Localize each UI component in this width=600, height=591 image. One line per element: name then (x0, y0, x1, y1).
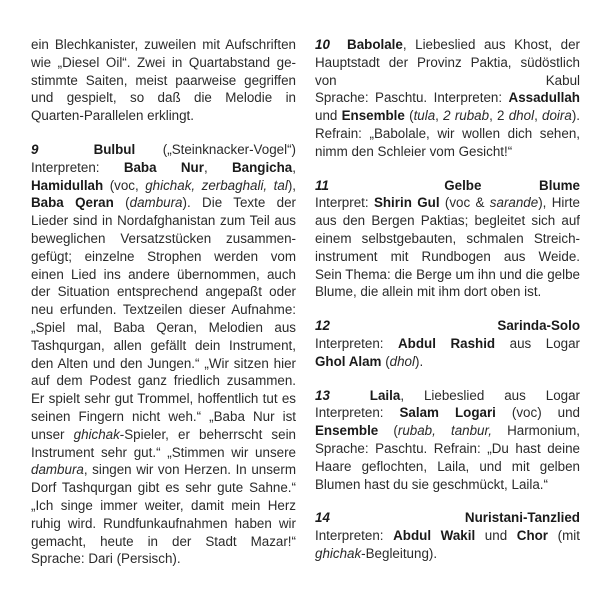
text-line (31, 212, 296, 230)
bold-text: Bangicha (231, 159, 293, 175)
text-run: (mit (548, 528, 580, 544)
text-run: auf dem Podest ganz friedlich zusammen. (31, 373, 296, 389)
track-number: 9 (31, 141, 39, 157)
text-line (31, 194, 296, 212)
text-line (315, 404, 580, 422)
bold-text: Abdul Wakil (393, 528, 476, 544)
text-line (315, 54, 580, 72)
bold-text: Ensemble (315, 423, 379, 439)
text-line (315, 248, 580, 266)
text-run: („Steinknacker-Vogel“) (135, 141, 296, 157)
italic-text: ghichak (315, 545, 362, 561)
text-run: ein Blechkanister, zuweilen mit Aufschriften (31, 37, 296, 52)
text-run: den Alten und den Jungen.“ „Wir sitzen hier (31, 355, 296, 371)
text-run: Interpreten: (31, 159, 124, 175)
text-line (31, 444, 296, 462)
bold-text: Gelbe Blume (444, 177, 580, 193)
text-run: Sprache: Paschtu. Refrain: „Du hast deine (315, 440, 580, 456)
text-run: „Spiel mal, Baba Qeran, Melodien aus (31, 319, 296, 335)
text-run: Blume, die allein mit ihm dort oben ist. (315, 284, 542, 300)
text-run: seinen Fingern nicht weh.“ „Baba Nur ist (31, 408, 296, 424)
bold-text: Hamidullah (31, 177, 104, 193)
bold-text: Ghol Alam (315, 353, 382, 369)
track-number: 14 (315, 510, 330, 526)
italic-text: dambura (129, 195, 183, 211)
track-entry (315, 509, 580, 562)
text-line (315, 89, 580, 107)
track-number: 12 (315, 318, 330, 334)
text-run: -Begleitung). (361, 545, 438, 561)
track-entry (31, 141, 296, 568)
bold-text: Babolale (347, 37, 403, 52)
bold-text: Baba Qeran (31, 195, 114, 211)
text-run: , singen wir von Herzen. In unserm (83, 462, 296, 478)
italic-text: rubab, tanbur, (397, 423, 492, 439)
text-line (31, 533, 296, 551)
text-line (31, 550, 296, 568)
track-number: 11 (315, 177, 329, 193)
text-run (38, 142, 93, 157)
text-line (315, 36, 580, 54)
text-run: und (475, 528, 517, 544)
text-line (315, 107, 580, 125)
text-run: ( (113, 195, 130, 211)
text-run: Lieder sind in Nordafghanistan zum Teil aus (31, 213, 296, 229)
text-run: Interpreten: (315, 528, 394, 544)
text-run: Hauptstadt der Provinz Paktia, südöstlich (315, 54, 580, 70)
text-run: gefügt; einzelne Strophen werden vom (31, 248, 296, 264)
text-run: Instrument sehr gut.“ „Stimmen wir unsere (31, 444, 296, 460)
italic-text: 2 rubab (443, 108, 490, 124)
text-run: (voc, (103, 177, 146, 193)
text-run: instrument mit Rundbogen aus Weide. (315, 248, 580, 264)
text-run: und gespielt, so daß die Melodie in (31, 90, 296, 106)
track-entry (315, 177, 580, 302)
italic-text: ghichak (73, 426, 120, 442)
text-run: Sprache: Paschtu. Interpreten: (315, 90, 509, 106)
text-line (315, 194, 580, 212)
text-line (315, 266, 580, 284)
text-line (31, 355, 296, 373)
text-line (315, 353, 580, 371)
text-line (315, 509, 580, 527)
text-line (31, 230, 296, 248)
text-run: Dorf Tashqurgan gibt es sehr gute Sahne.“ (31, 480, 296, 496)
text-line (315, 527, 580, 545)
text-run: Blumen hast du sie geschmückt, Laila.“ (315, 476, 548, 492)
text-run: ( (381, 353, 390, 369)
text-line (31, 177, 296, 195)
text-line (315, 422, 580, 440)
text-run: aus den Bergen Paktias; begleitet sich auf (315, 213, 580, 229)
text-run: Interpret: (315, 195, 374, 211)
track-entry (315, 317, 580, 370)
text-line (315, 335, 580, 353)
text-line (31, 141, 296, 159)
track-number: 10 (315, 37, 330, 52)
text-run: Sprache: Dari (Persisch). (31, 551, 181, 567)
text-run: Interpreten: (315, 405, 400, 421)
italic-text: dambura (31, 462, 84, 478)
text-run: beweglichen Versatzstücken zusammen- (31, 230, 296, 246)
track-entry (31, 36, 296, 125)
text-run: gemacht, heute in der Stadt Mazar!“ (31, 533, 296, 549)
italic-text: dhol (389, 353, 415, 369)
text-run: nimm den Schleier vom Gesicht!“ (315, 143, 513, 159)
text-line (31, 408, 296, 426)
text-run: einen Lied ins andere übernommen, auch (31, 266, 296, 282)
text-line (31, 283, 296, 301)
text-run: ), Hirte (538, 195, 580, 211)
text-run: ). (571, 108, 580, 124)
text-run: ), (287, 177, 296, 193)
text-line (31, 89, 296, 107)
text-line (315, 545, 580, 563)
text-run: der Situation entsprechend angepaßt oder (31, 284, 296, 300)
text-run: unser (31, 426, 74, 442)
bold-text: Sarinda-Solo (497, 318, 580, 334)
text-run: (voc) und (495, 405, 580, 421)
text-line (31, 461, 296, 479)
text-line (315, 317, 580, 335)
text-line (315, 387, 580, 405)
text-line (31, 159, 296, 177)
bold-text: Abdul Rashid (398, 335, 496, 351)
text-run: „Ich singe immer weiter, damit mein Herz (31, 497, 296, 513)
text-run: neu erfunden. Textzeilen dieser Aufnahme: (31, 302, 296, 318)
bold-text: Chor (516, 528, 549, 544)
text-run: Er spielt sehr gut Trommel, hoffentlich tut es (31, 391, 296, 407)
italic-text: dhol (508, 108, 535, 124)
bold-text: Bulbul (93, 141, 136, 157)
text-line (315, 72, 580, 90)
text-run (329, 178, 444, 193)
text-run: , (435, 108, 444, 124)
text-run (330, 37, 347, 52)
text-line (31, 319, 296, 337)
text-line (315, 476, 580, 494)
text-run: ( (378, 423, 398, 439)
text-run: , Liebeslied aus Logar (400, 387, 580, 403)
track-number: 13 (315, 387, 330, 403)
text-line (315, 125, 580, 143)
bold-text: Salam Logari (399, 405, 496, 421)
text-run (330, 318, 498, 333)
text-run: und (315, 108, 342, 124)
bold-text: Assadullah (508, 90, 580, 106)
text-line (31, 72, 296, 90)
text-run (330, 388, 370, 403)
text-run: , (203, 159, 232, 175)
text-line (31, 479, 296, 497)
text-line (31, 337, 296, 355)
bold-text: Baba Nur (123, 159, 204, 175)
italic-text: doira (542, 108, 572, 124)
text-line (31, 301, 296, 319)
text-run: Refrain: „Babolale, wir wollen dich sehen, (315, 125, 580, 141)
text-line (315, 458, 580, 476)
bold-text: Ensemble (341, 108, 405, 124)
text-line (315, 230, 580, 248)
text-run: Sein Thema: die Berge um ihn und die gelbe (315, 266, 580, 282)
text-line (31, 515, 296, 533)
text-line (31, 266, 296, 284)
bold-text: Shirin Gul (373, 195, 440, 211)
text-run (330, 510, 465, 525)
text-line (31, 107, 296, 125)
track-entry (315, 36, 580, 161)
text-line (315, 212, 580, 230)
text-run: ). (414, 353, 424, 369)
text-run: ruhig wird. Rundfunkaufnahmen haben wir (31, 515, 296, 531)
text-run: Tashqurgan, allen gefällt dein Instrument, (31, 337, 296, 353)
italic-text: ghichak, zerbaghali, tal (145, 177, 288, 193)
text-line (31, 390, 296, 408)
italic-text: tula (413, 108, 436, 124)
text-line (31, 372, 296, 390)
text-line (31, 248, 296, 266)
text-line (315, 177, 580, 195)
text-line (31, 54, 296, 72)
text-run: , 2 (489, 108, 509, 124)
text-run: Harmonium, (491, 423, 580, 439)
left-column (31, 36, 296, 584)
text-run: -Spieler, er beherrscht sein (119, 426, 296, 442)
text-run: Haare geflochten, Laila, und mit gelben (315, 458, 580, 474)
bold-text: Laila (369, 387, 401, 403)
text-run: (voc & (439, 195, 490, 211)
text-run: , (534, 108, 543, 124)
text-run: ( (404, 108, 414, 124)
text-run: wie „Diesel Oil“. Zwei in Quartabstand ge- (31, 54, 296, 70)
text-line (31, 426, 296, 444)
text-run: von Kabul (315, 72, 580, 88)
text-line (31, 497, 296, 515)
italic-text: sarande (489, 195, 539, 211)
text-line (315, 143, 580, 161)
text-line (315, 440, 580, 458)
text-run: , Liebeslied aus Khost, der (402, 37, 580, 52)
track-entry (315, 387, 580, 494)
text-run: Interpreten: (315, 335, 399, 351)
text-line (315, 283, 580, 301)
text-run: Quarten-Parallelen erklingt. (31, 108, 195, 124)
text-run: ). Die Texte der (182, 195, 296, 211)
right-column (315, 36, 580, 579)
text-run: stimmte Saiten, meist paarweise gegriffen (31, 72, 296, 88)
bold-text: Nuristani-Tanzlied (464, 510, 580, 526)
text-line (31, 36, 296, 54)
text-run: aus Logar (509, 335, 580, 351)
text-run: einem selbstgebauten, schmalen Streich- (315, 230, 580, 246)
text-run: , (292, 159, 296, 175)
